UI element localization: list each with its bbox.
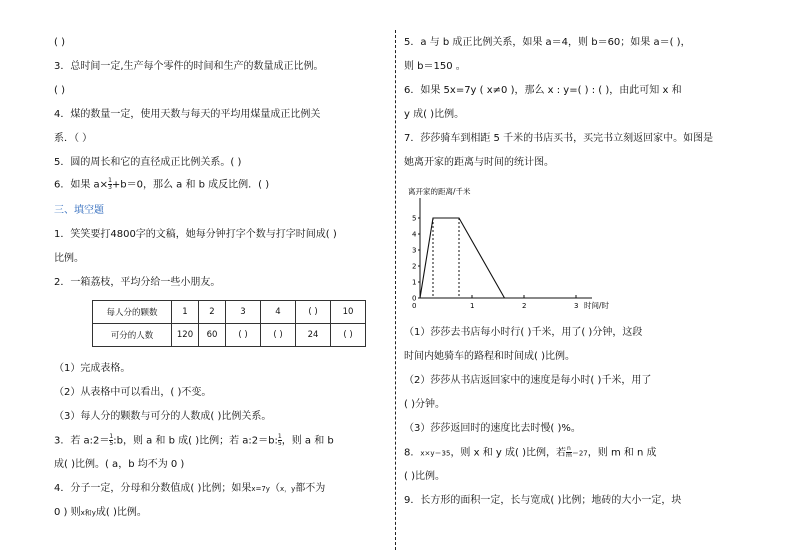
chart-x-tick-label: 1 xyxy=(470,302,475,310)
table-row xyxy=(93,324,366,347)
chart-x-axis-label: 时间/时 xyxy=(584,301,610,310)
table-cell[interactable]: ( ) xyxy=(296,301,331,324)
fraction-denominator: 5 xyxy=(109,440,114,447)
table-cell: 每人分的颗数 xyxy=(93,301,172,324)
table-cell[interactable]: ( ) xyxy=(331,324,366,347)
fill-question-7-part2-line2: ( )分钟。 xyxy=(404,399,445,410)
fill-question-9: 9．长方形的面积一定，长与宽成( )比例；地砖的大小一定，块 xyxy=(404,495,682,506)
fraction-numerator: 1 xyxy=(109,433,114,440)
table-cell: 2 xyxy=(199,301,226,324)
question-6-part2: +b＝0，那么 a 和 b 成反比例．( ) xyxy=(111,179,270,191)
text-segment: 4．分子一定，分母和分数值成( )比例；如果 xyxy=(54,483,252,494)
text-segment: 0 ) 则 xyxy=(54,507,81,518)
table-cell[interactable]: ( ) xyxy=(261,324,296,347)
table-cell: 120 xyxy=(172,324,199,347)
fill-question-3-line2: 成( )比例。( a，b 均不为 0 ) xyxy=(54,459,185,470)
chart-y-tick-label: 5 xyxy=(412,214,417,223)
fill-question-3-line1 xyxy=(54,434,334,449)
chart-x-tick-label: 3 xyxy=(574,302,579,310)
text-segment: 都不为 xyxy=(295,483,326,494)
chart-y-tick-label: 3 xyxy=(412,246,417,255)
fill-question-8-line2: ( )比例。 xyxy=(404,471,445,482)
math-expression: x×y＝35 xyxy=(420,449,451,458)
fill-question-2-part3: （3）每人分的颗数与可分的人数成( )比例关系。 xyxy=(54,411,272,422)
fraction-numerator: n xyxy=(567,445,571,452)
question-6 xyxy=(54,178,269,193)
fill-question-7-part1-line1: （1）莎莎去书店每小时行( )千米，用了( )分钟，这段 xyxy=(404,327,643,338)
table-cell[interactable]: ( ) xyxy=(226,324,261,347)
fill-question-5-line2: 则 b＝150 。 xyxy=(404,61,466,72)
fill-question-5-line1: 5．a 与 b 成正比例关系，如果 a＝4，则 b＝60；如果 a＝( )， xyxy=(404,37,691,48)
chart-y-axis-label: 离开家的距离/千米 xyxy=(408,187,471,196)
table-cell: 60 xyxy=(199,324,226,347)
text-segment: ，则 m 和 n 成 xyxy=(587,447,657,459)
math-expression: x和y xyxy=(80,509,96,517)
math-expression: x=7y xyxy=(251,485,270,493)
chart-y-tick-label: 0 xyxy=(412,294,417,303)
question-6-part1: 6．如果 a× xyxy=(54,179,109,191)
fill-question-7-line1: 7．莎莎骑车到相距 5 千米的书店买书，买完书立刻返回家中。如图是 xyxy=(404,133,714,144)
chart-y-tick-label: 1 xyxy=(412,278,417,287)
math-expression: ＝27 xyxy=(571,449,588,458)
table-cell: 4 xyxy=(261,301,296,324)
fill-question-4-line2 xyxy=(54,506,147,520)
chart-y-tick-label: 4 xyxy=(412,230,417,239)
fill-question-1-line2: 比例。 xyxy=(54,253,84,264)
table-cell: 24 xyxy=(296,324,331,347)
text-segment: （ xyxy=(269,483,280,494)
distance-time-chart xyxy=(404,180,644,320)
table-row xyxy=(93,301,366,324)
table-cell: 10 xyxy=(331,301,366,324)
fraction-denominator: 5 xyxy=(277,440,282,447)
fill-question-2-part2: （2）从表格中可以看出，( )不变。 xyxy=(54,387,212,398)
chart-x-ticks xyxy=(412,295,578,310)
fill-question-7-part1-line2: 时间内她骑车的路程和时间成( )比例。 xyxy=(404,351,575,362)
text-segment: ，则 x 和 y 成( )比例，若 xyxy=(450,447,566,459)
fill-question-6-line1: 6．如果 5x=7y ( x≠0 )，那么 x : y=( ) : ( )，由此可知 x 和 xyxy=(404,85,682,96)
text-segment: 8． xyxy=(404,447,421,459)
lychee-table xyxy=(92,300,366,347)
chart-x-tick-label: 2 xyxy=(522,302,527,310)
fraction-numerator: 1 xyxy=(277,433,282,440)
chart-x-tick-label: 0 xyxy=(412,302,417,310)
text-segment: 3．若 a:2＝ xyxy=(54,435,110,447)
table-cell: 3 xyxy=(226,301,261,324)
fraction-denominator: m xyxy=(565,452,572,459)
chart-y-ticks xyxy=(412,215,420,303)
fill-question-2: 2．一箱荔枝，平均分给一些小朋友。 xyxy=(54,277,221,288)
text-segment: 成( )比例。 xyxy=(95,507,147,518)
fill-question-1-line1: 1．笑笑要打4800字的文稿，她每分钟打字个数与打字时间成( ) xyxy=(54,229,337,240)
question-4-line1: 4．煤的数量一定，使用天数与每天的平均用煤量成正比例关 xyxy=(54,109,321,120)
fill-question-7-part2-line1: （2）莎莎从书店返回家中的速度是每小时( )千米，用了 xyxy=(404,375,652,386)
column-divider xyxy=(395,30,396,550)
fill-question-7-part3: （3）莎莎返回时的速度比去时慢( )%。 xyxy=(404,423,581,434)
section-heading-fill-blank: 三、填空题 xyxy=(54,205,104,216)
answer-blank-3[interactable]: ( ) xyxy=(54,85,65,96)
chart-y-tick-label: 2 xyxy=(412,262,417,271)
table-cell: 1 xyxy=(172,301,199,324)
fill-question-4-line1 xyxy=(54,482,325,496)
text-segment: :b，则 a 和 b 成( )比例；若 a:2＝b: xyxy=(113,435,278,447)
question-4-line2: 系．（ ） xyxy=(54,133,93,144)
fraction-denominator: 3 xyxy=(108,184,112,191)
chart-guide-lines xyxy=(433,218,459,298)
answer-blank-top[interactable]: ( ) xyxy=(54,37,65,48)
fill-question-7-line2: 她离开家的距离与时间的统计图。 xyxy=(404,157,554,168)
fill-question-6-line2: y 成( )比例。 xyxy=(404,109,465,120)
fraction-numerator: 1 xyxy=(108,177,112,184)
text-segment: ，则 a 和 b xyxy=(281,435,334,447)
math-expression: x，y xyxy=(279,485,296,493)
question-5: 5．圆的周长和它的直径成正比例关系。( ) xyxy=(54,157,242,168)
table-cell: 可分的人数 xyxy=(93,324,172,347)
question-3: 3．总时间一定,生产每个零件的时间和生产的数量成正比例。 xyxy=(54,61,324,72)
fill-question-2-part1: （1）完成表格。 xyxy=(54,363,131,374)
fill-question-8-line1 xyxy=(404,446,657,461)
